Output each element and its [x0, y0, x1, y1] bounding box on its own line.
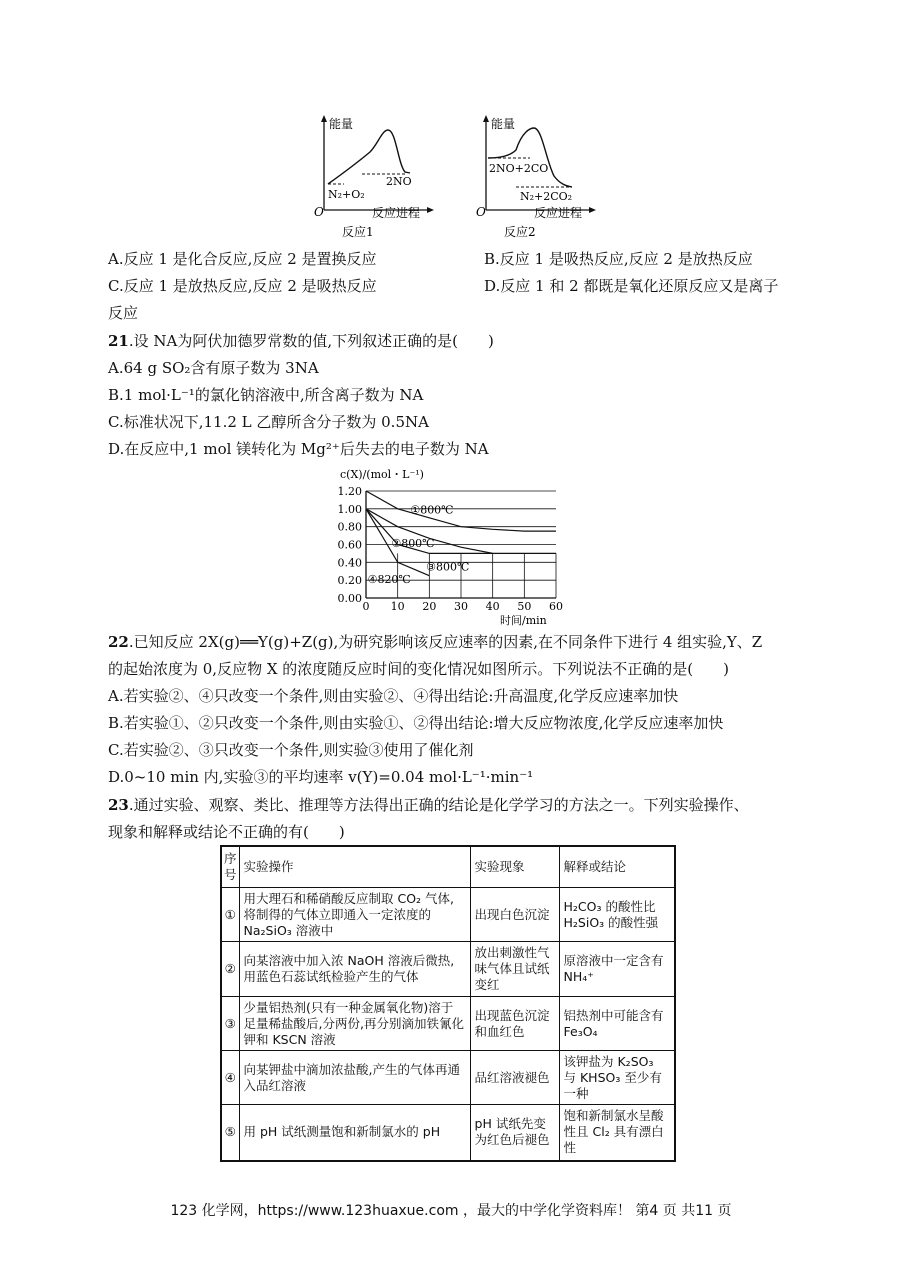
q22-option-c: C.若实验②、③只改变一个条件,则实验③使用了催化剂	[108, 741, 474, 759]
row-phenomenon: 出现蓝色沉淀和血红色	[470, 997, 559, 1051]
diagram1-product: 2NO	[386, 175, 412, 188]
x-tick-label: 10	[390, 600, 405, 613]
q23-number: 23	[108, 796, 129, 814]
header-no: 序号	[221, 846, 239, 888]
q22-stem-line1	[108, 632, 762, 652]
q22-stem-text: .已知反应 2X(g)══Y(g)+Z(g),为研究影响该反应速率的因素,在不同条件下进行 4 组实验,Y、Z	[128, 633, 763, 651]
row-conclusion: 该钾盐为 K₂SO₃ 与 KHSO₃ 至少有一种	[559, 1051, 675, 1105]
y-tick-label: 0.00	[337, 592, 362, 605]
row-no: ⑤	[221, 1105, 239, 1161]
header-operation: 实验操作	[239, 846, 470, 888]
energy-diagram-1	[310, 112, 440, 240]
series-label: ②800℃	[391, 537, 435, 551]
q22-stem-line2: 的起始浓度为 0,反应物 X 的浓度随反应时间的变化情况如图所示。下列说法不正确的是( )	[108, 660, 730, 678]
row-operation: 向某钾盐中滴加浓盐酸,产生的气体再通入品红溶液	[239, 1051, 470, 1105]
y-tick-label: 1.20	[337, 485, 362, 498]
table-row	[221, 942, 675, 997]
series-label: ①800℃	[410, 503, 454, 517]
diagram2-reactant: 2NO+2CO	[489, 162, 549, 175]
row-no: ②	[221, 942, 239, 997]
row-conclusion: 饱和新制氯水呈酸性且 Cl₂ 具有漂白性	[559, 1105, 675, 1161]
diagram1-caption: 反应1	[342, 225, 374, 239]
q20-option-b: B.反应 1 是吸热反应,反应 2 是放热反应	[484, 250, 753, 268]
row-conclusion: 铝热剂中可能含有 Fe₃O₄	[559, 997, 675, 1051]
q21-option-c: C.标准状况下,11.2 L 乙醇所含分子数为 0.5NA	[108, 413, 429, 431]
q22-option-d: D.0~10 min 内,实验③的平均速率 v(Y)=0.04 mol·L⁻¹·min⁻¹	[108, 768, 534, 786]
row-conclusion: H₂CO₃ 的酸性比 H₂SiO₃ 的酸性强	[559, 888, 675, 942]
q20-option-c: C.反应 1 是放热反应,反应 2 是吸热反应	[108, 277, 377, 295]
diagram2-xlabel: 反应进程	[534, 206, 583, 220]
row-phenomenon: 放出刺激性气味气体且试纸变红	[470, 942, 559, 997]
q21-option-d: D.在反应中,1 mol 镁转化为 Mg²⁺后失去的电子数为 NA	[108, 440, 489, 458]
chart-xlabel: 时间/min	[500, 614, 547, 627]
experiment-table	[220, 845, 676, 1162]
diagram1-xlabel: 反应进程	[372, 206, 421, 220]
header-conclusion: 解释或结论	[559, 846, 675, 888]
row-operation: 用 pH 试纸测量饱和新制氯水的 pH	[239, 1105, 470, 1161]
row-no: ③	[221, 997, 239, 1051]
q22-number: 22	[108, 633, 129, 651]
table-row	[221, 1105, 675, 1161]
x-tick-label: 50	[517, 600, 532, 613]
series-label: ③800℃	[426, 560, 470, 574]
diagram1-ylabel: 能量	[329, 117, 354, 131]
q23-stem-line2: 现象和解释或结论不正确的有( )	[108, 823, 345, 841]
q22-option-b: B.若实验①、②只改变一个条件,则由实验①、②得出结论:增大反应物浓度,化学反应速率加快	[108, 714, 724, 732]
q20-option-d-cont: 反应	[108, 304, 139, 322]
table-row	[221, 1051, 675, 1105]
y-tick-label: 0.40	[337, 556, 362, 570]
diagram1-reactant: N₂+O₂	[328, 188, 365, 201]
y-tick-label: 1.00	[337, 502, 362, 516]
x-tick-label: 0	[362, 600, 370, 613]
q22-option-a: A.若实验②、④只改变一个条件,则由实验②、④得出结论:升高温度,化学反应速率加快	[108, 687, 679, 705]
q21-stem-text: .设 NA为阿伏加德罗常数的值,下列叙述正确的是( )	[128, 332, 494, 350]
row-conclusion: 原溶液中一定含有 NH₄⁺	[559, 942, 675, 997]
concentration-chart	[330, 464, 590, 628]
energy-diagram-2	[472, 112, 602, 240]
q23-stem-text: .通过实验、观察、类比、推理等方法得出正确的结论是化学学习的方法之一。下列实验操作、	[128, 796, 749, 814]
x-tick-label: 40	[485, 600, 500, 613]
chart-ylabel: c(X)/(mol・L⁻¹)	[340, 468, 424, 481]
row-no: ④	[221, 1051, 239, 1105]
row-no: ①	[221, 888, 239, 942]
table-header-row	[221, 846, 675, 888]
table-row	[221, 997, 675, 1051]
row-operation: 少量铝热剂(只有一种金属氧化物)溶于足量稀盐酸后,分两份,再分别滴加铁氰化钾和 KSCN 溶液	[239, 997, 470, 1051]
diagram2-ylabel: 能量	[491, 117, 516, 131]
table-row	[221, 888, 675, 942]
y-tick-label: 0.20	[337, 574, 362, 588]
diagram1-origin: O	[314, 205, 324, 219]
q21-option-a: A.64 g SO₂含有原子数为 3NA	[108, 359, 319, 377]
x-tick-label: 30	[454, 600, 468, 613]
q21-stem	[108, 331, 494, 351]
row-phenomenon: 品红溶液褪色	[470, 1051, 559, 1105]
row-operation: 用大理石和稀硝酸反应制取 CO₂ 气体,将制得的气体立即通入一定浓度的 Na₂SiO₃ 溶液中	[239, 888, 470, 942]
y-tick-label: 0.60	[337, 538, 362, 552]
page-footer: 123 化学网，https://www.123huaxue.com ，最大的中学化学资料库！ 第4 页 共11 页	[170, 1203, 732, 1219]
x-tick-label: 60	[549, 600, 563, 613]
q20-option-a: A.反应 1 是化合反应,反应 2 是置换反应	[108, 250, 377, 268]
header-phenomenon: 实验现象	[470, 846, 559, 888]
q21-number: 21	[108, 332, 129, 350]
x-tick-label: 20	[422, 600, 437, 613]
q21-option-b: B.1 mol·L⁻¹的氯化钠溶液中,所含离子数为 NA	[108, 386, 424, 404]
row-operation: 向某溶液中加入浓 NaOH 溶液后微热,用蓝色石蕊试纸检验产生的气体	[239, 942, 470, 997]
q23-stem-line1	[108, 795, 749, 815]
diagram2-origin: O	[476, 205, 486, 219]
y-tick-label: 0.80	[337, 520, 362, 534]
diagram2-caption: 反应2	[504, 225, 536, 239]
diagram2-product: N₂+2CO₂	[520, 190, 573, 203]
row-phenomenon: 出现白色沉淀	[470, 888, 559, 942]
series-label: ④820℃	[367, 572, 411, 586]
row-phenomenon: pH 试纸先变为红色后褪色	[470, 1105, 559, 1161]
q20-option-d: D.反应 1 和 2 都既是氧化还原反应又是离子	[484, 277, 779, 295]
